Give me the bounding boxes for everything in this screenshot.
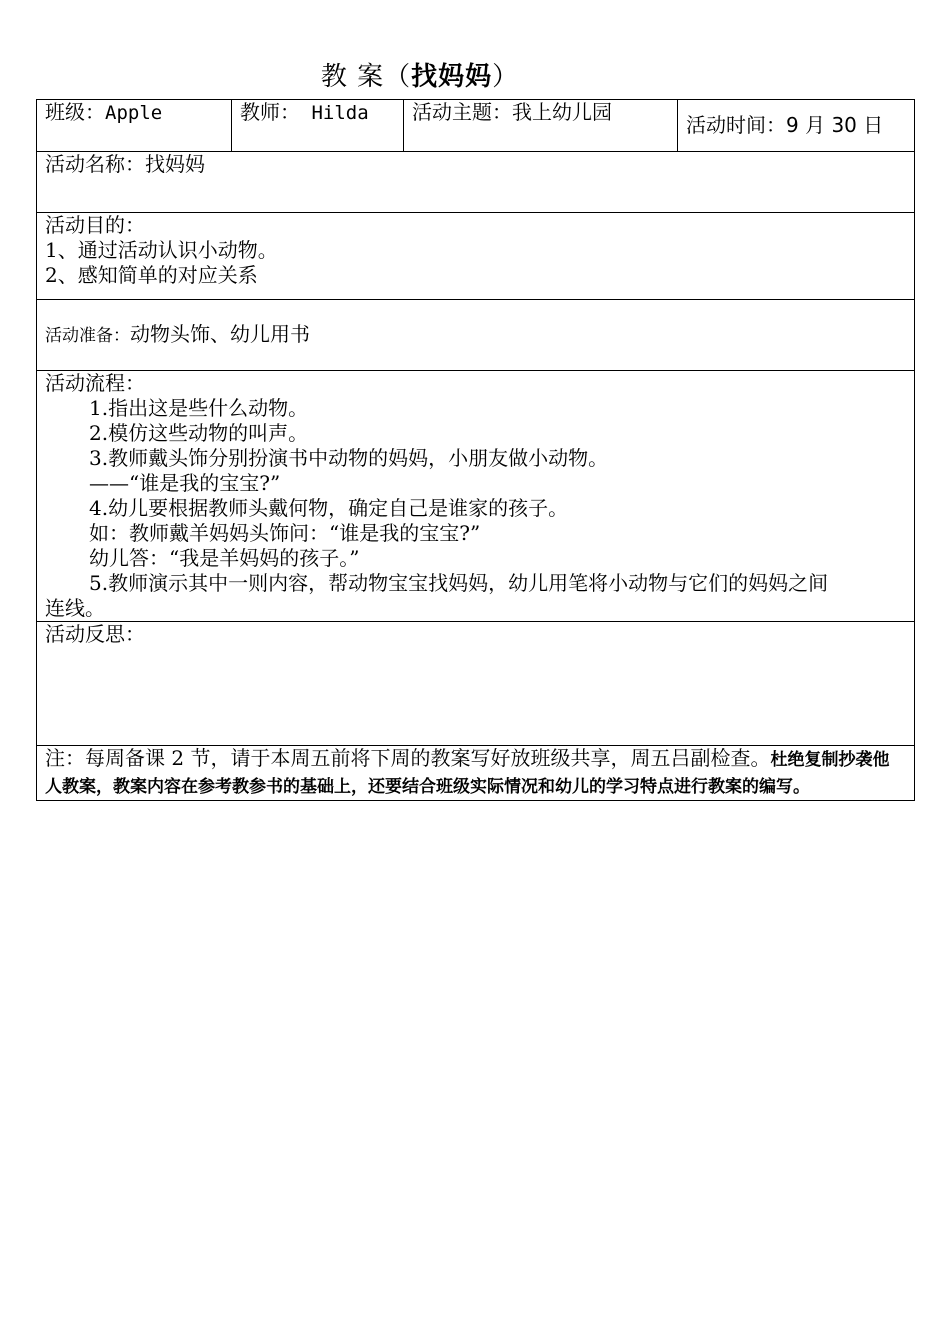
teacher-cell bbox=[232, 100, 404, 152]
title-bold: 找妈妈 bbox=[411, 62, 493, 92]
class-value: Apple bbox=[105, 102, 163, 124]
flow-line: 如：教师戴羊妈妈头饰问：“谁是我的宝宝?” bbox=[89, 521, 481, 545]
goal-item: 2、感知简单的对应关系 bbox=[45, 263, 258, 287]
prep-label: 活动准备： bbox=[45, 325, 130, 346]
flow-line: 幼儿答：“我是羊妈妈的孩子。” bbox=[89, 546, 360, 570]
prep-value: 动物头饰、幼儿用书 bbox=[130, 321, 310, 346]
goals-row bbox=[37, 213, 915, 300]
title-suffix: ） bbox=[492, 62, 520, 92]
page-title bbox=[0, 56, 840, 93]
note-plain: 注：每周备课 2 节，请于本周五前将下周的教案写好放班级共享，周五吕副检查。 bbox=[45, 746, 771, 770]
flow-line: 3.教师戴头饰分别扮演书中动物的妈妈，小朋友做小动物。 bbox=[89, 446, 609, 470]
flow-line: 5.教师演示其中一则内容，帮动物宝宝找妈妈，幼儿用笔将小动物与它们的妈妈之间 bbox=[89, 571, 829, 595]
activity-name: 活动名称：找妈妈 bbox=[37, 152, 915, 213]
flow-line: 1.指出这是些什么动物。 bbox=[89, 396, 309, 420]
flow-line-wrap: 连线。 bbox=[45, 596, 105, 620]
class-label: 班级： bbox=[45, 100, 105, 124]
goal-item: 1、通过活动认识小动物。 bbox=[45, 238, 278, 262]
activity-name-row bbox=[37, 152, 915, 213]
prep-cell bbox=[37, 300, 915, 371]
teacher-value: Hilda bbox=[300, 102, 369, 124]
goals-label: 活动目的： bbox=[45, 213, 145, 237]
teacher-label: 教师： bbox=[240, 100, 300, 124]
reflection-label: 活动反思： bbox=[45, 622, 145, 646]
header-row bbox=[37, 100, 915, 152]
note-bold: 杜绝复制抄袭他人教案，教案内容在参考教参书的基础上，还要结合班级实际情况和幼儿的学习特点进行教案的编写。 bbox=[45, 750, 890, 797]
lesson-plan-table bbox=[36, 99, 915, 801]
flow-line: ——“谁是我的宝宝?” bbox=[89, 471, 281, 495]
time-cell: 活动时间：9 月 30 日 bbox=[678, 100, 915, 152]
class-cell bbox=[37, 100, 232, 152]
note-row bbox=[37, 746, 915, 801]
flow-line: 2.模仿这些动物的叫声。 bbox=[89, 421, 309, 445]
flow-label: 活动流程： bbox=[45, 371, 145, 395]
title-prefix: 教 案（ bbox=[320, 62, 412, 92]
note-cell bbox=[37, 746, 915, 801]
goals-cell bbox=[37, 213, 915, 300]
prep-row bbox=[37, 300, 915, 371]
flow-cell bbox=[37, 371, 915, 622]
flow-line: 4.幼儿要根据教师头戴何物，确定自己是谁家的孩子。 bbox=[89, 496, 569, 520]
reflection-row bbox=[37, 622, 915, 746]
flow-row bbox=[37, 371, 915, 622]
reflection-cell bbox=[37, 622, 915, 746]
theme-cell: 活动主题：我上幼儿园 bbox=[404, 100, 678, 152]
